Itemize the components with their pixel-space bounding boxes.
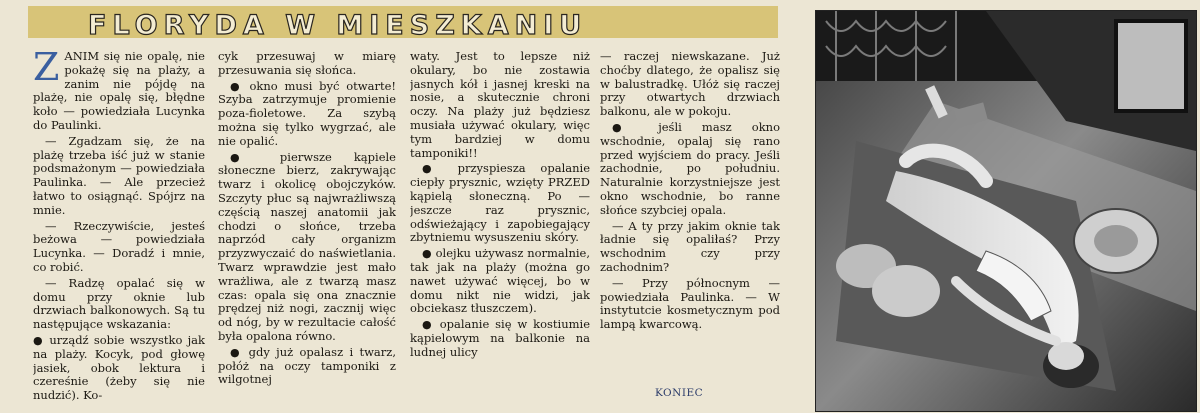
- column-2: [218, 50, 396, 410]
- title-bar: [28, 6, 778, 41]
- paragraph: waty. Jest to lepsze niż okulary, bo nie zostawia jasnych kół i jasnej kreski na nosie, a skutecznie chroni oczy. Na plaży już będziesz musiała używać okulary, więc tym bardziej w domu tamponiki!!: [410, 50, 590, 160]
- article-title: FLORYDA W MIESZKANIU: [88, 10, 588, 41]
- paragraph: ZANIM się nie opalę, nie pokażę się na plaży, a zanim nie pójdę na plażę, nie opalę się, błędne koło — powiedziała Lucynka do Paulinki.: [33, 50, 205, 132]
- sunbathing-woman-photo: [815, 10, 1197, 412]
- paragraph: — Przy północnym — powiedziała Paulinka. — W instytutcie kosmetycznym pod lampą kwarcową.: [600, 275, 780, 332]
- paragraph: — Radzę opalać się w domu przy oknie lub drzwiach balkonowych. Są tu następujące wskazania:: [33, 275, 205, 332]
- bullet-paragraph: ● pierwsze kąpiele słoneczne bierz, zakrywając twarz i okolicę obojczyków. Szczyty płuc są najwrażliwszą częścią naszej anatomii jak chodzi o słońce, trzeba naprzód cały organizm przyzwyczaić do naświetlania. Twarz wprawdzie jest mało wrażliwa, ale z twarzą masz czas: opala się ona znacznie prędzej niż nogi, zacznij więc od nóg, by w rezultacie całość była opalona równo.: [218, 149, 396, 343]
- bullet-paragraph: ● olejku używasz normalnie, tak jak na plaży (można go nawet używać więcej, bo w domu nikt nie widzi, jak obciekasz tłuszczem).: [410, 246, 590, 316]
- paragraph: — raczej niewskazane. Już choćby dlatego, że opalisz się w balustradkę. Ułóż się raczej przy otwartych drzwiach balkonu, ale w pokoju.: [600, 50, 780, 119]
- column-3: [410, 50, 590, 410]
- paragraph: cyk przesuwaj w miarę przesuwania się słońca.: [218, 50, 396, 77]
- bullet-icon: ●: [230, 79, 243, 93]
- paragraph: — A ty przy jakim oknie tak ładnie się opaliłaś? Przy wschodnim czy przy zachodnim?: [600, 218, 780, 274]
- drop-cap: Z: [33, 50, 60, 89]
- bullet-icon: ●: [33, 333, 45, 347]
- bullet-paragraph: ● gdy już opalasz i twarz, połóż na oczy tamponiki z wilgotnej: [218, 344, 396, 387]
- bullet-icon: ●: [612, 120, 639, 134]
- bullet-icon: ●: [230, 345, 243, 359]
- bullet-icon: ●: [230, 150, 258, 164]
- bullet-paragraph: ● opalanie się w kostiumie kąpielowym na balkonie na ludnej ulicy: [410, 317, 590, 359]
- end-marker: KONIEC: [655, 387, 704, 399]
- bullet-icon: ●: [422, 318, 434, 332]
- paragraph: — Rzeczywiście, jesteś beżowa — powiedziała Lucynka. — Doradź i mnie, co robić.: [33, 218, 205, 274]
- bullet-paragraph: ● przyspiesza opalanie ciepły prysznic, wzięty PRZED kąpielą słoneczną. Po — jeszcze raz prysznic, odświeżający i zapobiegający zbytniemu wysuszeniu skóry.: [410, 161, 590, 245]
- bullet-icon: ●: [422, 247, 432, 261]
- bullet-paragraph: ● okno musi być otwarte! Szyba zatrzymuje promienie poza-fioletowe. Za szybą można się tylko wygrzać, ale nie opalić.: [218, 78, 396, 148]
- bullet-paragraph: ● jeśli masz okno wschodnie, opalaj się rano przed wyjściem do pracy. Jeśli zachodnie, po południu. Naturalnie korzystniejsze jest okno wschodnie, bo ranne słońce szybciej opala.: [600, 119, 780, 217]
- column-4: [600, 50, 780, 410]
- bullet-paragraph: ● urządź sobie wszystko jak na plaży. Kocyk, pod głowę jasiek, obok lektura i czereśnie (żeby się nie nudzić). Ko-: [33, 332, 205, 403]
- bullet-icon: ●: [422, 162, 443, 176]
- column-1: [33, 50, 205, 410]
- paragraph: — Zgadzam się, że na plażę trzeba iść już w stanie podsmażonym — powiedziała Paulinka. — Ale przecież łatwo to osiągnąć. Spójrz na mnie.: [33, 133, 205, 217]
